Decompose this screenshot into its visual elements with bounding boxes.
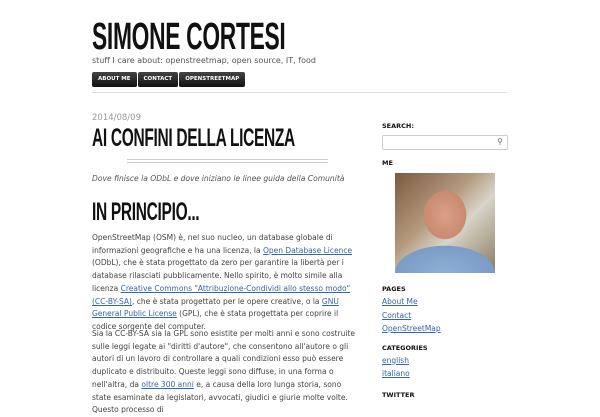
post-date: 2014/08/09: [92, 113, 141, 123]
search-label: SEARCH:: [382, 122, 414, 130]
page-link-about-me[interactable]: About Me: [382, 297, 418, 306]
category-italiano[interactable]: italiano: [382, 369, 410, 378]
paragraph: [92, 232, 362, 334]
odbl-link[interactable]: Open Database Licence: [263, 245, 353, 255]
cc-by-sa-link[interactable]: Creative Commons "Attribuzione-Condividi allo stesso modo" (CC-BY-SA): [92, 283, 351, 306]
text: (ODbL), che è stata progettato da zero per garantire la libertà per i database rilasciati pubblicamente. Nello spirito, è molto simile alla licenza: [92, 258, 344, 293]
sidebar: [382, 122, 508, 399]
paragraph: [92, 328, 362, 417]
text: e, a causa della loro lunga storia, sono state esaminate da legislatori, avvocati, giudici e giurie molte volte. Questo processo di: [92, 379, 348, 415]
300-years-link[interactable]: oltre 300 anni: [141, 379, 194, 389]
categories-label: CATEGORIES: [382, 343, 428, 352]
search-icon[interactable]: ⚲: [497, 137, 503, 146]
profile-photo: [395, 173, 495, 273]
section-heading: IN PRINCIPIO...: [92, 198, 200, 226]
page-link-contact[interactable]: Contact: [382, 310, 412, 320]
gpl-link[interactable]: GNU General Public License: [92, 296, 339, 319]
search-input[interactable]: [382, 135, 508, 150]
text: (GPL), che è stata progettata per coprire il codice sorgente del computer.: [92, 309, 339, 331]
title-separator: [127, 159, 328, 163]
site-title[interactable]: SIMONE CORTESI: [92, 16, 286, 58]
twitter-label: TWITTER: [382, 390, 415, 399]
page-link-openstreetmap[interactable]: OpenStreetMap: [382, 324, 441, 333]
text: Sia la CC-BY-SA sia la GPL sono esistite per molti anni e sono costruite sulle leggi legate ai "diritti d'autore", che consentono all'autore o gli autori di un lavoro di controllare a quali condizioni esso può essere duplicato e distribuito. Queste leggi sono diffuse, in una forma o nell'altra, da: [92, 329, 356, 389]
site-tagline: stuff I care about: openstreetmap, open source, IT, food: [92, 56, 316, 65]
main-nav: [92, 72, 245, 87]
me-label: ME: [382, 159, 393, 167]
post-subtitle: Dove finisce la ODbL e dove iniziano le linee guida della Comunità: [92, 174, 345, 183]
nav-openstreetmap[interactable]: OPENSTREETMAP: [179, 72, 245, 87]
post-title[interactable]: AI CONFINI DELLA LICENZA: [92, 124, 295, 152]
nav-contact[interactable]: CONTACT: [138, 72, 179, 87]
text: , che è stata progettato per le opere creative, o la: [131, 296, 322, 306]
text: OpenStreetMap (OSM) è, nel suo nucleo, un database globale di informazioni geografiche e ha una licenza, la: [92, 233, 333, 255]
pages-label: PAGES: [382, 285, 406, 293]
header-divider: [92, 92, 507, 93]
nav-about-me[interactable]: ABOUT ME: [92, 72, 137, 87]
category-english[interactable]: english: [382, 355, 409, 365]
